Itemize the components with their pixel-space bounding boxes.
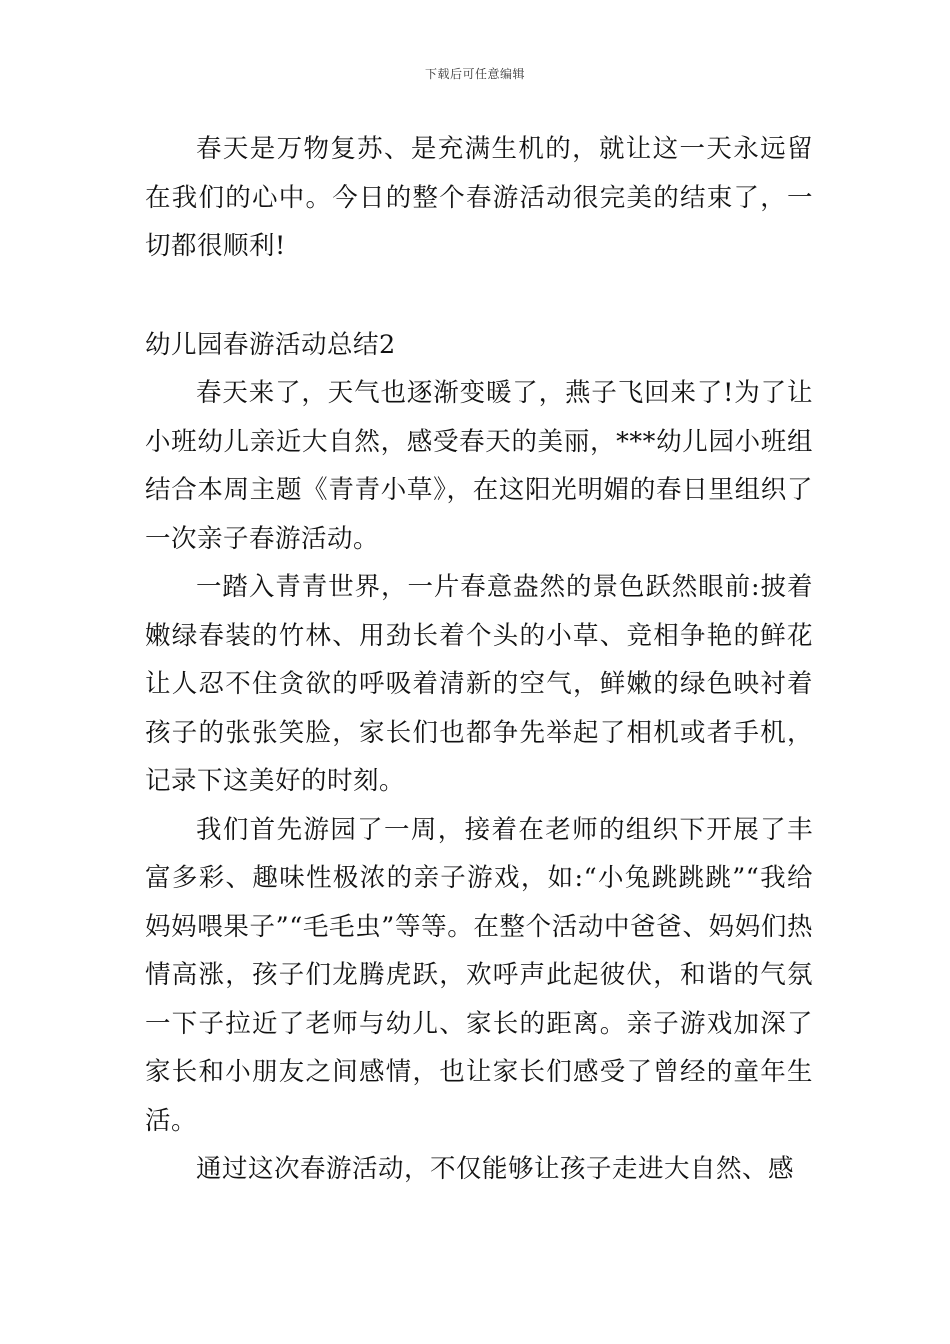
- paragraph-4: 通过这次春游活动，不仅能够让孩子走进大自然、感: [196, 1154, 795, 1184]
- section-title: 幼儿园春游活动总结2: [145, 329, 396, 360]
- paragraph-3: 我们首先游园了一周，接着在老师的组织下开展了丰富多彩、趣味性极浓的亲子游戏，如:“小兔跳跳跳”“我给妈妈喂果子”“毛毛虫”等等。在整个活动中爸爸、妈妈们热情高涨，孩子们龙腾虎跃，欢呼声此起彼伏，和谐的气氛一下子拉近了老师与幼儿、家长的距离。亲子游戏加深了家长和小朋友之间感情，也让家长们感受了曾经的童年生活。: [145, 814, 813, 1136]
- paragraph-1: 春天来了，天气也逐渐变暖了，燕子飞回来了!为了让小班幼儿亲近大自然，感受春天的美丽，***幼儿园小班组结合本周主题《青青小草》，在这阳光明媚的春日里组织了一次亲子春游活动。: [145, 378, 813, 554]
- document-body: [145, 125, 813, 1194]
- paragraph-2: 一踏入青青世界，一片春意盎然的景色跃然眼前:披着嫩绿春装的竹林、用劲长着个头的小草、竞相争艳的鲜花让人忍不住贪欲的呼吸着清新的空气，鲜嫩的绿色映衬着孩子的张张笑脸，家长们也都争先举起了相机或者手机，记录下这美好的时刻。: [145, 572, 813, 796]
- page-header: 下载后可任意编辑: [424, 67, 525, 81]
- intro-paragraph: 春天是万物复苏、是充满生机的，就让这一天永远留在我们的心中。今日的整个春游活动很完美的结束了，一切都很顺利!: [145, 134, 813, 261]
